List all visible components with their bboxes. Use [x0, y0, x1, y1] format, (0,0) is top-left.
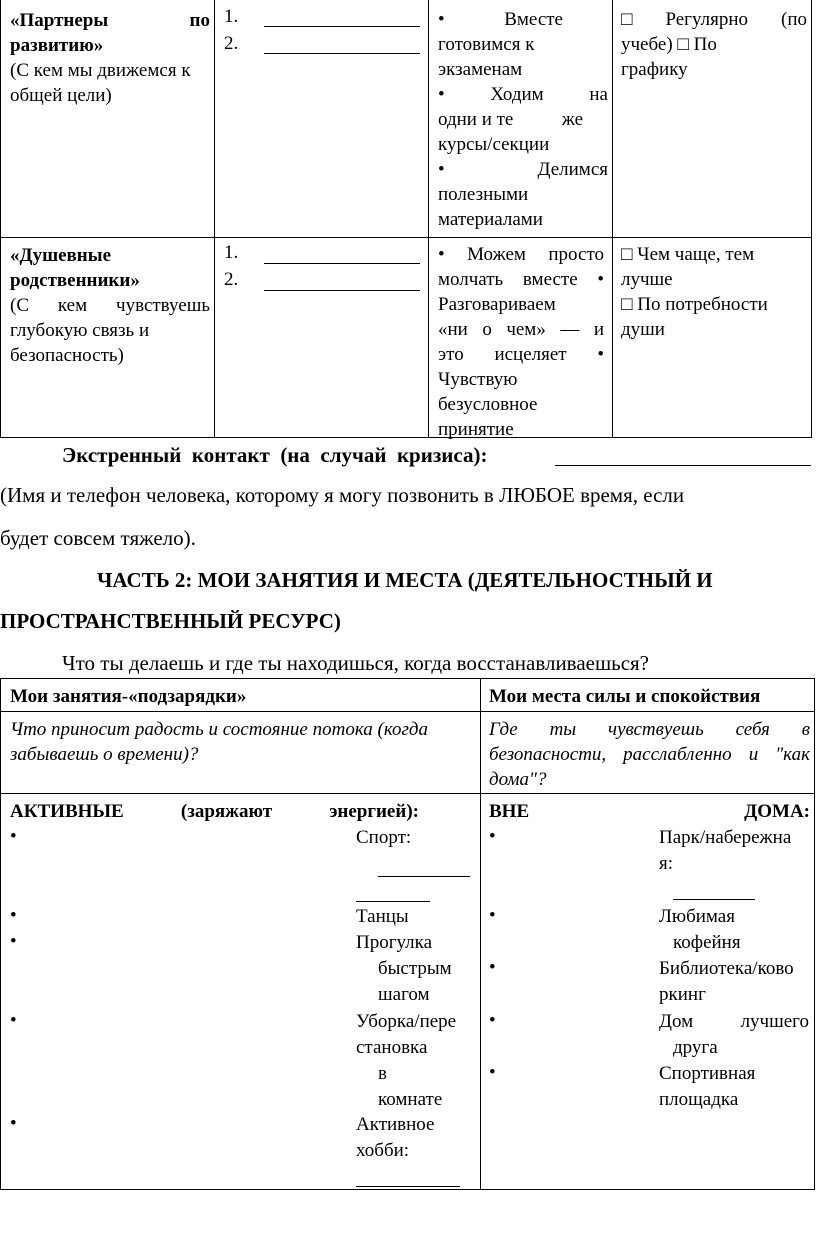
bullet: • [10, 1010, 17, 1031]
sport-blank[interactable] [356, 901, 430, 902]
freq-text: лучше [621, 269, 673, 290]
table-left-border [0, 678, 1, 1190]
frequency-cell [621, 242, 807, 342]
list-item: Прогулка [356, 932, 433, 953]
list-number: 2. [224, 33, 239, 54]
list-number: 1. [224, 242, 239, 263]
section-heading: ЧАСТЬ 2: МОИ ЗАНЯТИЯ И МЕСТА (ДЕЯТЕЛЬНОСТНЫЙ И [97, 568, 713, 592]
action-text: курсы/секции [438, 134, 550, 155]
action-text: безусловное [438, 394, 538, 415]
list-item: Библиотека/ково [659, 958, 794, 979]
activities-prompt: Что приносит радость и состояние потока (когда забываешь о времени)? [10, 719, 429, 765]
freq-text: (по [781, 9, 807, 30]
table-left-border [0, 0, 1, 438]
actions-cell [438, 7, 608, 232]
table-col-divider [612, 0, 613, 438]
list-number: 1. [224, 6, 239, 27]
places-prompt: Где ты чувствуешь себя в безопасности, расслабленно и "как дома"? [489, 719, 810, 790]
section-heading: ПРОСТРАНСТВЕННЫЙ РЕСУРС) [0, 609, 341, 633]
list-item: Дом лучшего [659, 1011, 809, 1032]
bullet: • [10, 826, 17, 847]
row-description: общей цели) [10, 85, 112, 106]
row-description: безопасность) [10, 345, 124, 366]
bullet: • [10, 931, 17, 952]
list-number: 2. [224, 269, 239, 290]
action-text: Разговариваем [438, 294, 556, 315]
row-title: родственники» [10, 270, 140, 291]
action-text: • Можем просто [438, 244, 604, 265]
action-text: экзаменам [438, 59, 523, 80]
freq-option[interactable]: □ По потребности [621, 294, 768, 315]
row-description: кем [57, 295, 88, 316]
row-description: глубокую связь и [10, 320, 150, 341]
action-text: же [561, 109, 583, 130]
row-title-word: по [189, 10, 210, 31]
table-right-border [811, 0, 812, 438]
action-text: Чувствую [438, 369, 518, 390]
table-top-border [0, 678, 815, 679]
list-item: Спортивная [659, 1063, 756, 1084]
table-bottom-border [0, 437, 812, 438]
row-description: чувствуешь [116, 295, 210, 316]
park-blank[interactable] [673, 899, 755, 900]
action-text: готовимся к [438, 34, 535, 55]
freq-text: учебе) □ По [621, 34, 717, 55]
bullet: • [489, 957, 496, 978]
row-description: (С кем мы движемся к [10, 60, 191, 81]
emergency-note: будет совсем тяжело). [0, 526, 196, 550]
list-item: Уборка/пере [356, 1011, 457, 1032]
list-item: площадка [659, 1089, 739, 1110]
list-item: Танцы [356, 906, 409, 927]
name-blank-1[interactable] [264, 26, 420, 27]
table-col-divider [214, 0, 215, 438]
table-row-divider [0, 793, 815, 794]
bullet: • [438, 159, 445, 180]
action-text: это исцеляет • [438, 344, 604, 365]
action-text: принятие [438, 419, 514, 440]
checkbox[interactable]: □ [621, 9, 633, 30]
bullet: • [438, 84, 445, 105]
bullet: • [489, 1062, 496, 1083]
freq-text: графику [621, 59, 688, 80]
action-text: полезными [438, 184, 529, 205]
name-blank-2[interactable] [264, 290, 420, 291]
emergency-label: Экстренный контакт (на случай кризиса): [62, 443, 488, 467]
bullet: • [438, 9, 445, 30]
table-row-divider [0, 237, 812, 238]
table-row-divider [0, 711, 815, 712]
group-heading-active: АКТИВНЫЕ (заряжают энергией): [10, 801, 419, 822]
list-item: друга [673, 1037, 718, 1058]
action-text: «ни о чем» — и [438, 319, 604, 340]
list-item: я: [659, 853, 674, 874]
bullet: • [489, 826, 496, 847]
row-title: развитию» [10, 35, 104, 56]
table-bottom-border [0, 1189, 815, 1190]
list-item: в [378, 1063, 387, 1084]
table-row [10, 8, 210, 108]
actions-cell [438, 242, 604, 442]
action-text: молчать вместе • [438, 269, 604, 290]
name-blank-1[interactable] [264, 263, 420, 264]
row-title-word: «Партнеры [10, 10, 109, 31]
bullet: • [10, 905, 17, 926]
action-text: одни и те [438, 109, 514, 130]
action-text: на [589, 84, 608, 105]
group-heading-outside: ВНЕ ДОМА: [489, 801, 810, 822]
list-item: Парк/набережна [659, 827, 792, 848]
emergency-note: (Имя и телефон человека, которому я могу позвонить в ЛЮБОЕ время, если [0, 483, 685, 507]
col-header-activities: Мои занятия-«подзарядки» [10, 686, 247, 707]
action-text: Делимся [537, 159, 608, 180]
table-col-divider [428, 0, 429, 438]
row-description: (С [10, 295, 29, 316]
list-item: кофейня [673, 932, 741, 953]
row-title: «Душевные [10, 245, 112, 266]
name-blank-2[interactable] [264, 53, 420, 54]
table-row [10, 243, 210, 368]
list-item: комнате [378, 1089, 443, 1110]
bullet: • [489, 1010, 496, 1031]
table-col-divider [480, 678, 481, 1190]
action-text: Ходим [490, 84, 544, 105]
frequency-cell [621, 7, 807, 82]
hobby-blank[interactable] [356, 1186, 460, 1187]
freq-text: Регулярно [665, 9, 749, 30]
freq-text: души [621, 319, 665, 340]
list-item: Любимая [659, 906, 735, 927]
list-item: хобби: [356, 1140, 410, 1161]
action-text: Вместе [504, 9, 563, 30]
section-question: Что ты делаешь и где ты находишься, когда восстанавливаешься? [62, 651, 650, 675]
sport-blank[interactable] [378, 876, 470, 877]
list-item: Спорт: [356, 827, 412, 848]
list-item: Активное [356, 1114, 435, 1135]
action-text: материалами [438, 209, 543, 230]
col-header-places: Мои места силы и спокойствия [489, 686, 761, 707]
bullet: • [489, 905, 496, 926]
list-item: ркинг [659, 984, 706, 1005]
emergency-contact-field[interactable] [555, 465, 811, 466]
freq-option[interactable]: □ Чем чаще, тем [621, 244, 755, 265]
list-item: быстрым [378, 958, 452, 979]
bullet: • [10, 1113, 17, 1134]
table-right-border [814, 678, 815, 1190]
list-item: становка [356, 1037, 428, 1058]
list-item: шагом [378, 984, 430, 1005]
